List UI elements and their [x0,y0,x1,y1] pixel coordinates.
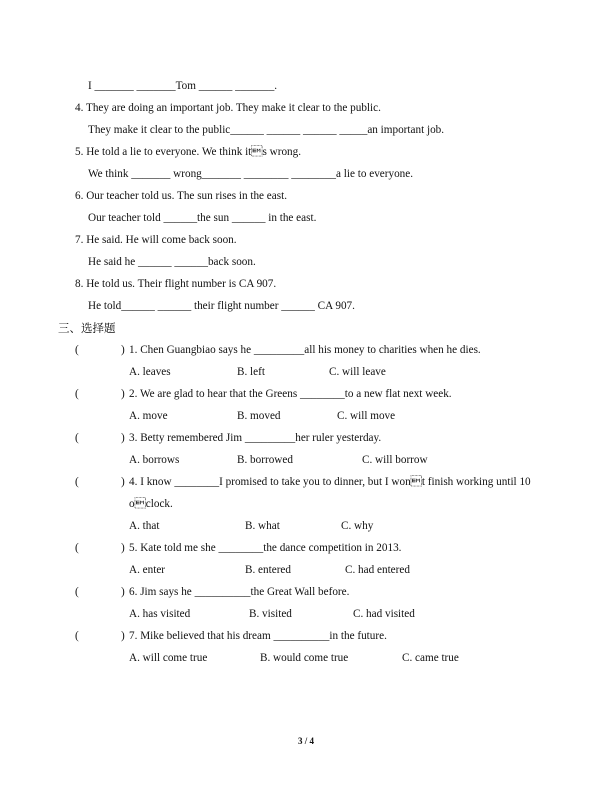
answer-paren-close: ) [121,344,125,356]
option-a: A. enter [129,564,166,576]
question-stem: 4. I know ________I promised to take you to dinner, but I wont finish working until 10 [129,476,531,488]
option-a: A. leaves [129,366,171,378]
option-c: C. will leave [329,366,386,378]
rewrite-item-8: 8. He told us. Their flight number is CA 907. [75,278,277,290]
option-b: B. visited [249,608,292,620]
option-c: C. had entered [345,564,410,576]
answer-paren-close: ) [121,542,125,554]
option-b: B. moved [237,410,281,422]
rewrite-item-6: 6. Our teacher told us. The sun rises in the east. [75,190,287,202]
answer-paren-open: ( [75,630,79,642]
answer-paren-close: ) [121,476,125,488]
question-stem: 7. Mike believed that his dream __________in the future. [129,630,387,642]
option-c: C. will move [337,410,396,422]
option-c: C. had visited [353,608,415,620]
answer-paren-open: ( [75,344,79,356]
question-stem-continued: oclock. [129,498,173,510]
option-a: A. borrows [129,454,180,466]
option-b: B. left [237,366,265,378]
rewrite-item-7: 7. He said. He will come back soon. [75,234,237,246]
answer-paren-close: ) [121,432,125,444]
rewrite-line-3b: I _______ _______Tom ______ _______. [88,80,278,92]
question-stem: 6. Jim says he __________the Great Wall before. [129,586,350,598]
rewrite-item-5: 5. He told a lie to everyone. We think its wrong. [75,146,302,158]
answer-paren-open: ( [75,586,79,598]
answer-paren-close: ) [121,586,125,598]
section-heading: 三、选择题 [58,321,116,335]
question-stem: 1. Chen Guangbiao says he _________all his money to charities when he dies. [129,344,481,356]
question-stem: 2. We are glad to hear that the Greens ________to a new flat next week. [129,388,452,400]
question-stem: 5. Kate told me she ________the dance competition in 2013. [129,542,402,554]
option-b: B. what [245,520,280,532]
answer-paren-close: ) [121,630,125,642]
option-b: B. would come true [260,652,349,664]
answer-paren-open: ( [75,542,79,554]
option-c: C. why [341,520,374,532]
rewrite-line-5b: We think _______ wrong_______ ________ ________a lie to everyone. [88,168,414,180]
answer-paren-open: ( [75,476,79,488]
rewrite-line-4b: They make it clear to the public______ ______ ______ _____an important job. [88,124,445,136]
rewrite-line-8b: He told______ ______ their flight number ______ CA 907. [88,300,355,312]
option-c: C. came true [402,652,459,664]
answer-paren-open: ( [75,388,79,400]
question-stem: 3. Betty remembered Jim _________her ruler yesterday. [129,432,382,444]
rewrite-line-7b: He said he ______ ______back soon. [88,256,256,268]
option-a: A. has visited [129,608,191,620]
option-a: A. that [129,520,160,532]
option-c: C. will borrow [362,454,428,466]
answer-paren-close: ) [121,388,125,400]
option-b: B. entered [245,564,291,576]
rewrite-line-6b: Our teacher told ______the sun ______ in the east. [88,212,317,224]
answer-paren-open: ( [75,432,79,444]
option-a: A. move [129,410,168,422]
page-number: 3 / 4 [297,736,314,746]
option-b: B. borrowed [237,454,293,466]
rewrite-item-4: 4. They are doing an important job. They make it clear to the public. [75,102,381,114]
option-a: A. will come true [129,652,208,664]
